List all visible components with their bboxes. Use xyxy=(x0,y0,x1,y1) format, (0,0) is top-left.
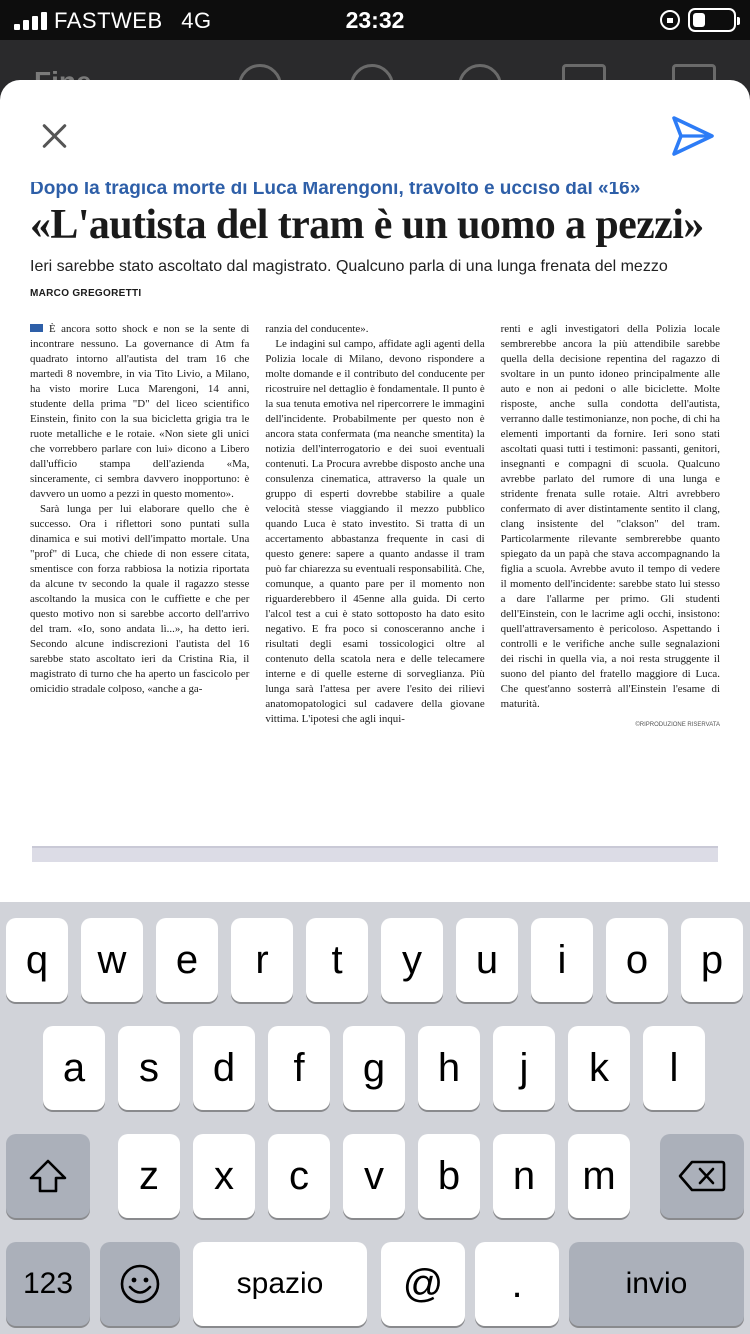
delete-key[interactable] xyxy=(660,1134,744,1218)
article-paragraph: È ancora sotto shock e non se la sente di incontrare nessuno. La governance di Atm fa quadrato intorno all'autista del tram 16 che martedì 8 novembre, in via Tito Livio, a Milano, ha visto morire Luca Marengoni, 14 anni, studente della prima "D" del liceo scientifico Einstein, finito con la sua bicicletta grigia tra le ruote metalliche e le rotaie. «Non siete gli unici che vorrebbero parlare con lui» dicono a Libero dall'ufficio stampa dell'azienda «Ma, sinceramente, ci sembra davvero inopportuno: è davvero un uomo a pezzi in questo momento». xyxy=(30,323,250,500)
article-column-1 xyxy=(30,322,249,733)
space-key[interactable]: spazio xyxy=(193,1242,367,1326)
numbers-key[interactable]: 123 xyxy=(6,1242,90,1326)
key-k[interactable]: k xyxy=(568,1026,630,1110)
article-copyright: ©RIPRODUZIONE RISERVATA xyxy=(635,722,720,728)
article-paragraph: Le indagini sul campo, affidate agli agenti della Polizia locale di Milano, devono rispondere a molte domande e il contributo del conducente per ricostruire nel dettaglio è fondamentale. Il punto è la sua tenuta emotiva nel ripercorrere le immagini dell'incidente. Probabilmente per questo non è ancora stata confermata (ma neanche smentita) la notizia dell'interrogatorio e dei suoi eventuali contenuti. La Procura avrebbe disposto anche una consulenza cinematica, attraverso la quale un gruppo di esperti dovrebbe stabilire a quale velocità stesse viaggiando il mezzo pubblico quando Luca è stato investito. Si tratta di un accertamento abbastanza frequente in casi di questo genere: sapere a quanto andasse il tram può far chiarezza su eventuali responsabilità. Che, comunque, a quanto pare per il momento non riguarderebbero il 45enne alla guida. Di certo l'alcol test a cui è stato sottoposto ha dato esito negativo. E fra poco si conosceranno anche i risultati degli esami tossicologici oltre al contenuto della scatola nera e delle telecamere interne e di quelle esterne di sorveglianza. Più lunga sarà l'attesa per avere l'esito dei rilievi anatomopatologici sul cadavere della giovane vittima. L'ipotesi che agli inqui- xyxy=(265,338,485,725)
key-o[interactable]: o xyxy=(606,918,668,1002)
key-n[interactable]: n xyxy=(493,1134,555,1218)
newspaper-article-image xyxy=(30,182,720,822)
status-time: 23:32 xyxy=(345,7,405,33)
article-kicker: Dopo la tragica morte di Luca Marengoni, travolto e ucciso dal «16» xyxy=(30,182,641,198)
article-byline: MARCO GREGORETTI xyxy=(30,288,142,299)
status-bar xyxy=(0,0,750,40)
key-r[interactable]: r xyxy=(231,918,293,1002)
key-z[interactable]: z xyxy=(118,1134,180,1218)
dot-key[interactable]: . xyxy=(475,1242,559,1326)
emoji-key[interactable] xyxy=(100,1242,180,1326)
key-p[interactable]: p xyxy=(681,918,743,1002)
article-columns xyxy=(30,322,720,733)
key-x[interactable]: x xyxy=(193,1134,255,1218)
keyboard xyxy=(0,902,750,1334)
key-h[interactable]: h xyxy=(418,1026,480,1110)
key-l[interactable]: l xyxy=(643,1026,705,1110)
send-icon[interactable] xyxy=(668,114,718,158)
close-icon[interactable] xyxy=(26,108,82,164)
at-key[interactable]: @ xyxy=(381,1242,465,1326)
article-headline: «L'autista del tram è un uomo a pezzi» xyxy=(30,202,704,248)
rotation-lock-icon xyxy=(660,10,680,30)
carrier-name: FASTWEB xyxy=(54,8,163,33)
article-subhead: Ieri sarebbe stato ascoltato dal magistrato. Qualcuno parla di una lunga frenata del mezzo xyxy=(30,258,668,275)
key-j[interactable]: j xyxy=(493,1026,555,1110)
key-m[interactable]: m xyxy=(568,1134,630,1218)
battery-icon xyxy=(688,8,736,32)
article-column-3 xyxy=(501,322,720,733)
attachment-divider xyxy=(32,846,718,862)
key-y[interactable]: y xyxy=(381,918,443,1002)
return-key[interactable]: invio xyxy=(569,1242,744,1326)
key-b[interactable]: b xyxy=(418,1134,480,1218)
key-v[interactable]: v xyxy=(343,1134,405,1218)
network-type: 4G xyxy=(181,8,212,33)
emoji-icon xyxy=(119,1263,161,1305)
key-d[interactable]: d xyxy=(193,1026,255,1110)
article-paragraph: ranzia del conducente». xyxy=(265,323,369,335)
shift-icon xyxy=(28,1158,68,1194)
key-w[interactable]: w xyxy=(81,918,143,1002)
key-t[interactable]: t xyxy=(306,918,368,1002)
article-paragraph: Sarà lunga per lui elaborare quello che è successo. Ora i riflettori sono puntati sulla dinamica e sui motivi dell'impatto mortale. Una "prof" di Luca, che chiede di non essere citata, smentisce con forza rabbiosa la notizia riportata da alcune tv secondo la quale il ragazzo stesse ascoltando la musica con le cuffiette e che per questo motivo non si sarebbe accorto dell'arrivo del tram. «Io, sono andata lì...», ha detto ieri. Secondo alcune indiscrezioni l'autista del 16 sarebbe stato ascoltato ieri da Cristina Ria, il magistrato di turno che ha aperto un fascicolo per omicidio stradale colposo, «anche a ga- xyxy=(30,503,250,695)
compose-sheet xyxy=(0,80,750,910)
delete-icon xyxy=(678,1159,726,1193)
shift-key[interactable] xyxy=(6,1134,90,1218)
key-c[interactable]: c xyxy=(268,1134,330,1218)
key-e[interactable]: e xyxy=(156,918,218,1002)
key-f[interactable]: f xyxy=(268,1026,330,1110)
key-i[interactable]: i xyxy=(531,918,593,1002)
article-column-2 xyxy=(265,322,484,733)
article-paragraph: renti e agli investigatori della Polizia locale sembrerebbe ancora la più attendibile sarebbe quella della decisione repentina del ragazzo di svoltare in un punto idoneo principalmente alle auto e non ai pedoni o alle biciclette. Molte risposte, anche sulla condotta dell'autista, verranno dalle testimonianze, non poche, di chi ha elementi importanti da fornire. Ieri sono stati ascoltati quasi tutti i testimoni: passanti, genitori, insegnanti e compagni di scuola. Qualcuno avrebbe parlato del rumore di una lunga e stridente frenata sulle rotaie. Altri avrebbero confermato di aver distintamente sentito il clang, clang insistente del "clakson" del tram. Particolarmente rilevante sembrerebbe quanto spiegato da un papà che stava accompagnando la figlia a scuola. Avrebbe avuto il tempo di vedere il momento dell'incidente: sarebbe stato lui stesso a dare l'allarme per primo. Gli studenti dell'Einstein, con le lacrime agli occhi, insistono: quell'attraversamento è pericoloso. Aspettando i controlli e le verifiche anche sulle segnalazioni dei rischi in quella via, a noi resta struggente il suono del pianto del fratello maggiore di Luca. Che quest'anno sosterrà all'Einstein l'esame di maturità. xyxy=(500,323,720,710)
key-u[interactable]: u xyxy=(456,918,518,1002)
key-s[interactable]: s xyxy=(118,1026,180,1110)
key-g[interactable]: g xyxy=(343,1026,405,1110)
key-q[interactable]: q xyxy=(6,918,68,1002)
key-a[interactable]: a xyxy=(43,1026,105,1110)
